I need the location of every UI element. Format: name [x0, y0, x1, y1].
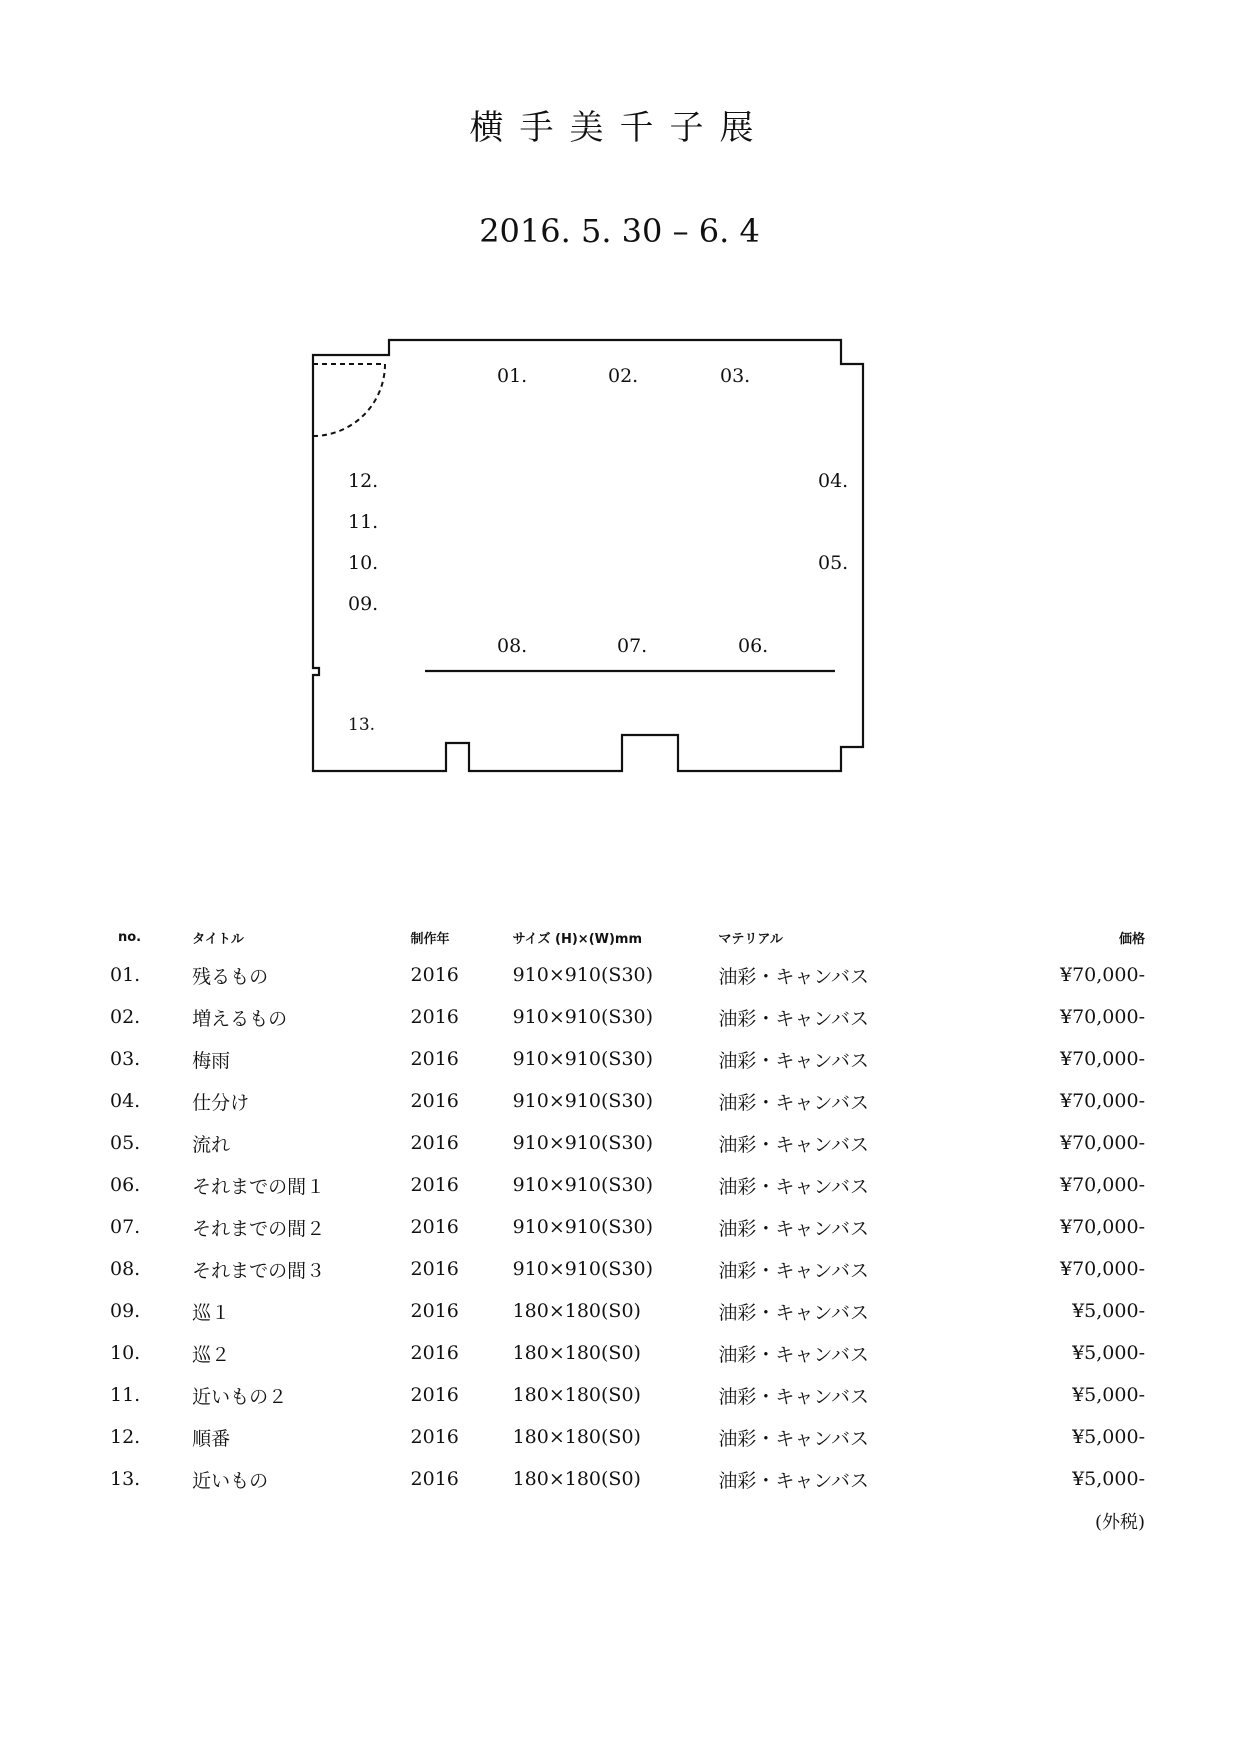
cell-material: 油彩・キャンバス: [718, 1175, 870, 1198]
table-row: [110, 1374, 1145, 1416]
cell-material: 油彩・キャンバス: [718, 1343, 870, 1366]
cell-size: 910×910(S30): [512, 1090, 654, 1112]
cell-no: 11.: [110, 1384, 141, 1406]
cell-price: ¥70,000-: [1060, 1132, 1145, 1154]
table-row: [110, 1290, 1145, 1332]
cell-size: 910×910(S30): [512, 1216, 654, 1238]
cell-size: 180×180(S0): [512, 1300, 641, 1322]
table-row: [110, 1206, 1145, 1248]
cell-material: 油彩・キャンバス: [718, 1217, 870, 1240]
cell-no: 09.: [110, 1300, 141, 1322]
plan-label-12: 12.: [348, 470, 379, 492]
cell-price: ¥70,000-: [1060, 1258, 1145, 1280]
cell-price: ¥5,000-: [1072, 1468, 1145, 1490]
cell-year: 2016: [410, 1468, 459, 1490]
table-row: [110, 1248, 1145, 1290]
plan-label-02: 02.: [608, 365, 639, 387]
table-row: [110, 1458, 1145, 1500]
cell-price: ¥70,000-: [1060, 1216, 1145, 1238]
cell-year: 2016: [410, 1048, 459, 1070]
cell-title: それまでの間２: [192, 1217, 326, 1240]
cell-no: 02.: [110, 1006, 141, 1028]
header-material: マテリアル: [718, 931, 783, 947]
cell-title: それまでの間１: [192, 1175, 326, 1198]
cell-no: 04.: [110, 1090, 141, 1112]
cell-price: ¥70,000-: [1060, 1048, 1145, 1070]
cell-size: 910×910(S30): [512, 1174, 654, 1196]
plan-label-09: 09.: [348, 593, 379, 615]
cell-year: 2016: [410, 1300, 459, 1322]
header-price: 価格: [1118, 931, 1145, 947]
cell-price: ¥70,000-: [1060, 1006, 1145, 1028]
cell-price: ¥5,000-: [1072, 1384, 1145, 1406]
cell-no: 12.: [110, 1426, 141, 1448]
cell-material: 油彩・キャンバス: [718, 1385, 870, 1408]
cell-size: 180×180(S0): [512, 1342, 641, 1364]
cell-year: 2016: [410, 964, 459, 986]
header-title: タイトル: [192, 931, 244, 947]
cell-year: 2016: [410, 1216, 459, 1238]
cell-material: 油彩・キャンバス: [718, 1427, 870, 1450]
cell-no: 03.: [110, 1048, 141, 1070]
cell-title: それまでの間３: [192, 1259, 326, 1282]
table-row: [110, 996, 1145, 1038]
cell-year: 2016: [410, 1426, 459, 1448]
cell-title: 順番: [192, 1427, 231, 1450]
header-year: 制作年: [410, 931, 450, 947]
plan-label-11: 11.: [348, 511, 379, 533]
cell-size: 910×910(S30): [512, 1048, 654, 1070]
table-row: [110, 954, 1145, 996]
plan-label-08: 08.: [497, 635, 528, 657]
cell-title: 巡１: [192, 1301, 231, 1324]
cell-material: 油彩・キャンバス: [718, 1133, 870, 1156]
cell-size: 180×180(S0): [512, 1426, 641, 1448]
cell-no: 06.: [110, 1174, 141, 1196]
cell-price: ¥70,000-: [1060, 964, 1145, 986]
cell-year: 2016: [410, 1384, 459, 1406]
cell-price: ¥70,000-: [1060, 1174, 1145, 1196]
cell-material: 油彩・キャンバス: [718, 1469, 870, 1492]
cell-title: 増えるもの: [192, 1007, 288, 1030]
plan-label-03: 03.: [720, 365, 751, 387]
cell-no: 07.: [110, 1216, 141, 1238]
table-row: [110, 1416, 1145, 1458]
table-row: [110, 1038, 1145, 1080]
table-row: [110, 1122, 1145, 1164]
cell-price: ¥5,000-: [1072, 1300, 1145, 1322]
cell-year: 2016: [410, 1006, 459, 1028]
table-row: [110, 1080, 1145, 1122]
cell-year: 2016: [410, 1090, 459, 1112]
cell-year: 2016: [410, 1342, 459, 1364]
cell-no: 10.: [110, 1342, 141, 1364]
cell-material: 油彩・キャンバス: [718, 1007, 870, 1030]
cell-title: 近いもの２: [192, 1385, 288, 1408]
cell-year: 2016: [410, 1174, 459, 1196]
cell-year: 2016: [410, 1258, 459, 1280]
cell-no: 01.: [110, 964, 141, 986]
cell-no: 13.: [110, 1468, 141, 1490]
plan-label-04: 04.: [818, 470, 849, 492]
exhibition-dates: 2016. 5. 30 – 6. 4: [479, 212, 760, 250]
plan-label-10: 10.: [348, 552, 379, 574]
floor-plan-outline: [300, 330, 890, 800]
cell-title: 仕分け: [192, 1091, 250, 1114]
cell-material: 油彩・キャンバス: [718, 965, 870, 988]
cell-title: 梅雨: [192, 1049, 231, 1072]
plan-label-07: 07.: [617, 635, 648, 657]
plan-label-01: 01.: [497, 365, 528, 387]
cell-title: 巡２: [192, 1343, 231, 1366]
cell-price: ¥5,000-: [1072, 1342, 1145, 1364]
cell-price: ¥70,000-: [1060, 1090, 1145, 1112]
works-table-body: [110, 954, 1145, 1500]
cell-material: 油彩・キャンバス: [718, 1091, 870, 1114]
cell-size: 910×910(S30): [512, 1006, 654, 1028]
table-header-row: [110, 920, 1145, 954]
cell-material: 油彩・キャンバス: [718, 1049, 870, 1072]
cell-size: 180×180(S0): [512, 1468, 641, 1490]
plan-label-05: 05.: [818, 552, 849, 574]
cell-title: 近いもの: [192, 1469, 269, 1492]
tax-note: (外税): [1094, 1512, 1145, 1533]
works-table: [110, 920, 1145, 1500]
cell-no: 05.: [110, 1132, 141, 1154]
plan-label-06: 06.: [738, 635, 769, 657]
plan-label-13: 13.: [348, 715, 376, 735]
header-no: no.: [118, 929, 142, 945]
cell-material: 油彩・キャンバス: [718, 1301, 870, 1324]
table-row: [110, 1164, 1145, 1206]
table-row: [110, 1332, 1145, 1374]
cell-price: ¥5,000-: [1072, 1426, 1145, 1448]
header-size: サイズ (H)×(W)mm: [512, 931, 643, 947]
cell-no: 08.: [110, 1258, 141, 1280]
cell-material: 油彩・キャンバス: [718, 1259, 870, 1282]
cell-year: 2016: [410, 1132, 459, 1154]
floor-plan: [300, 330, 890, 800]
cell-title: 残るもの: [192, 965, 269, 988]
cell-title: 流れ: [192, 1133, 231, 1156]
cell-size: 910×910(S30): [512, 1258, 654, 1280]
cell-size: 180×180(S0): [512, 1384, 641, 1406]
cell-size: 910×910(S30): [512, 1132, 654, 1154]
cell-size: 910×910(S30): [512, 964, 654, 986]
exhibition-title: 横手美千子展: [469, 108, 770, 148]
